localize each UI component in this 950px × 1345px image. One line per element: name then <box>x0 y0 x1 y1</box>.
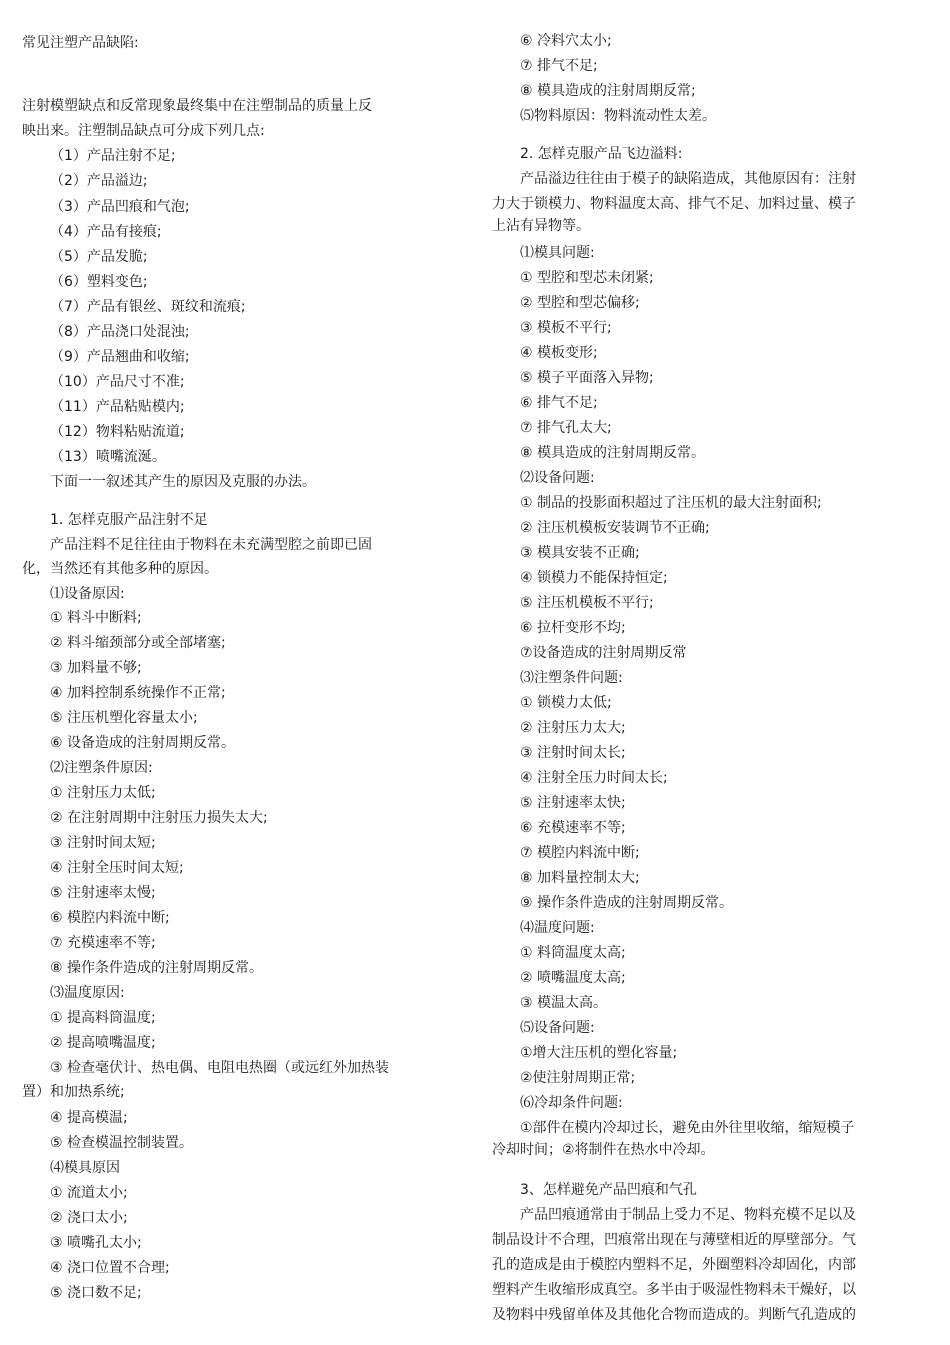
text-line: ② 在注射周期中注射压力损失太大; <box>50 810 268 826</box>
text-line: ② 注射压力太大; <box>520 720 626 736</box>
text-line: ① 提高料筒温度; <box>50 1010 156 1026</box>
text-line: ② 喷嘴温度太高; <box>520 970 626 986</box>
text-line: ⑥ 排气不足; <box>520 395 598 411</box>
text-line: （5）产品发脆; <box>50 249 148 265</box>
text-line: ⑷模具原因 <box>50 1160 120 1176</box>
text-line: ① 制品的投影面积超过了注压机的最大注射面积; <box>520 495 822 511</box>
text-line: ④ 注射全压力时间太长; <box>520 770 668 786</box>
text-line: （4）产品有接痕; <box>50 224 162 240</box>
text-line: ⑸物料原因：物料流动性太差。 <box>520 108 716 124</box>
text-line: ③ 模具安装不正确; <box>520 545 640 561</box>
text-line: ② 型腔和型芯偏移; <box>520 295 640 311</box>
text-line: ⑥ 模腔内料流中断; <box>50 910 170 926</box>
text-line: 置）和加热系统; <box>22 1084 125 1100</box>
text-line: ④ 锁模力不能保持恒定; <box>520 570 668 586</box>
text-line: ①增大注压机的塑化容量; <box>520 1045 678 1061</box>
text-line: ⑧ 模具造成的注射周期反常; <box>520 83 696 99</box>
text-line: ③ 模板不平行; <box>520 320 612 336</box>
text-line: （7）产品有银丝、斑纹和流痕; <box>50 299 246 315</box>
text-line: 注射模塑缺点和反常现象最终集中在注塑制品的质量上反 <box>22 98 372 114</box>
text-line: ② 提高喷嘴温度; <box>50 1035 156 1051</box>
text-line: ⑨ 操作条件造成的注射周期反常。 <box>520 895 734 911</box>
text-line: ⑶注塑条件问题: <box>520 670 623 686</box>
text-line: ⑥ 充模速率不等; <box>520 820 626 836</box>
text-line: 下面一一叙述其产生的原因及克服的办法。 <box>50 474 316 490</box>
text-line: ⑷温度问题: <box>520 920 595 936</box>
text-line: ④ 模板变形; <box>520 345 598 361</box>
text-line: 产品注料不足往往由于物料在未充满型腔之前即已固 <box>50 537 372 553</box>
text-line: 化，当然还有其他多种的原因。 <box>22 561 218 577</box>
text-line: ⑤ 检查模温控制装置。 <box>50 1135 194 1151</box>
text-line: （11）产品粘贴模内; <box>50 399 185 415</box>
text-line: ① 注射压力太低; <box>50 785 156 801</box>
text-line: 映出来。注塑制品缺点可分成下列几点: <box>22 123 265 139</box>
text-line: （8）产品浇口处混浊; <box>50 324 190 340</box>
text-line: ③ 注射时间太短; <box>50 835 156 851</box>
text-line: ③ 喷嘴孔太小; <box>50 1235 142 1251</box>
text-line: ⑤ 模子平面落入异物; <box>520 370 654 386</box>
text-line: ⑤ 浇口数不足; <box>50 1285 142 1301</box>
text-line: ② 料斗缩颈部分或全部堵塞; <box>50 635 226 651</box>
text-line: ⑧ 操作条件造成的注射周期反常。 <box>50 960 264 976</box>
text-line: ⑥ 冷料穴太小; <box>520 33 612 49</box>
text-line: 塑料产生收缩形成真空。多半由于吸湿性物料未干燥好，以 <box>492 1282 856 1298</box>
text-line: ⑸设备问题: <box>520 1020 595 1036</box>
text-line: ⑦ 排气不足; <box>520 58 598 74</box>
text-line: ⑥ 拉杆变形不均; <box>520 620 626 636</box>
text-line: ⑵设备问题: <box>520 470 595 486</box>
text-line: ⑶温度原因: <box>50 985 125 1001</box>
text-line: ⑧ 加料量控制太大; <box>520 870 640 886</box>
text-line: ⑤ 注压机塑化容量太小; <box>50 710 198 726</box>
text-line: ② 浇口太小; <box>50 1210 128 1226</box>
text-line: 3、怎样避免产品凹痕和气孔 <box>520 1182 697 1198</box>
text-line: （3）产品凹痕和气泡; <box>50 199 190 215</box>
text-line: ① 料斗中断料; <box>50 610 142 626</box>
text-line: ④ 浇口位置不合理; <box>50 1260 170 1276</box>
text-line: ⑴模具问题: <box>520 245 595 261</box>
text-line: 力大于锁模力、物料温度太高、排气不足、加料过量、模子 <box>492 196 856 212</box>
text-line: 及物料中残留单体及其他化合物而造成的。判断气孔造成的 <box>492 1307 856 1323</box>
text-line: 孔的造成是由于模腔内塑料不足，外圈塑料冷却固化，内部 <box>492 1257 856 1273</box>
text-line: （13）喷嘴流涎。 <box>50 449 166 465</box>
text-line: ①部件在模内冷却过长，避免由外往里收缩，缩短模子 <box>520 1120 855 1136</box>
text-line: ① 锁模力太低; <box>520 695 612 711</box>
text-line: ⑧ 模具造成的注射周期反常。 <box>520 445 706 461</box>
text-line: ⑦ 模腔内料流中断; <box>520 845 640 861</box>
text-line: （12）物料粘贴流道; <box>50 424 185 440</box>
text-line: （9）产品翘曲和收缩; <box>50 349 190 365</box>
text-line: ⑤ 注射速率太慢; <box>50 885 156 901</box>
text-line: ① 型腔和型芯未闭紧; <box>520 270 654 286</box>
text-line: 常见注塑产品缺陷: <box>22 35 139 51</box>
text-line: ⑦ 排气孔太大; <box>520 420 612 436</box>
text-line: 冷却时间；②将制件在热水中冷却。 <box>492 1142 715 1158</box>
text-line: ③ 检查毫伏计、热电偶、电阻电热圈（或远红外加热装 <box>50 1060 389 1076</box>
text-line: ⑦ 充模速率不等; <box>50 935 156 951</box>
text-line: ③ 模温太高。 <box>520 995 608 1011</box>
text-line: （10）产品尺寸不准; <box>50 374 185 390</box>
text-line: ⑴设备原因: <box>50 586 125 602</box>
text-line: ① 料筒温度太高; <box>520 945 626 961</box>
text-line: ⑤ 注压机模板不平行; <box>520 595 654 611</box>
text-line: ④ 提高模温; <box>50 1110 128 1126</box>
text-line: ④ 注射全压时间太短; <box>50 860 184 876</box>
text-line: （6）塑料变色; <box>50 274 148 290</box>
text-line: 制品设计不合理，凹痕常出现在与薄壁相近的厚壁部分。气 <box>492 1232 856 1248</box>
text-line: ⑤ 注射速率太快; <box>520 795 626 811</box>
text-line: ⑦设备造成的注射周期反常 <box>520 645 687 661</box>
text-line: ②使注射周期正常; <box>520 1070 636 1086</box>
text-line: ② 注压机模板安装调节不正确; <box>520 520 710 536</box>
text-line: ③ 加料量不够; <box>50 660 142 676</box>
text-line: （1）产品注射不足; <box>50 148 176 164</box>
text-line: ⑹冷却条件问题: <box>520 1095 623 1111</box>
text-line: 2. 怎样克服产品飞边溢料: <box>520 146 683 162</box>
text-line: ⑵注塑条件原因: <box>50 760 153 776</box>
text-line: 上沾有异物等。 <box>492 218 590 234</box>
text-line: ① 流道太小; <box>50 1185 128 1201</box>
text-line: （2）产品溢边; <box>50 173 148 189</box>
text-line: ⑥ 设备造成的注射周期反常。 <box>50 735 236 751</box>
text-line: 1. 怎样克服产品注射不足 <box>50 512 208 528</box>
text-line: 产品溢边往往由于模子的缺陷造成，其他原因有：注射 <box>520 171 856 187</box>
text-line: ④ 加料控制系统操作不正常; <box>50 685 226 701</box>
text-line: 产品凹痕通常由于制品上受力不足、物料充模不足以及 <box>520 1207 856 1223</box>
text-line: ③ 注射时间太长; <box>520 745 626 761</box>
